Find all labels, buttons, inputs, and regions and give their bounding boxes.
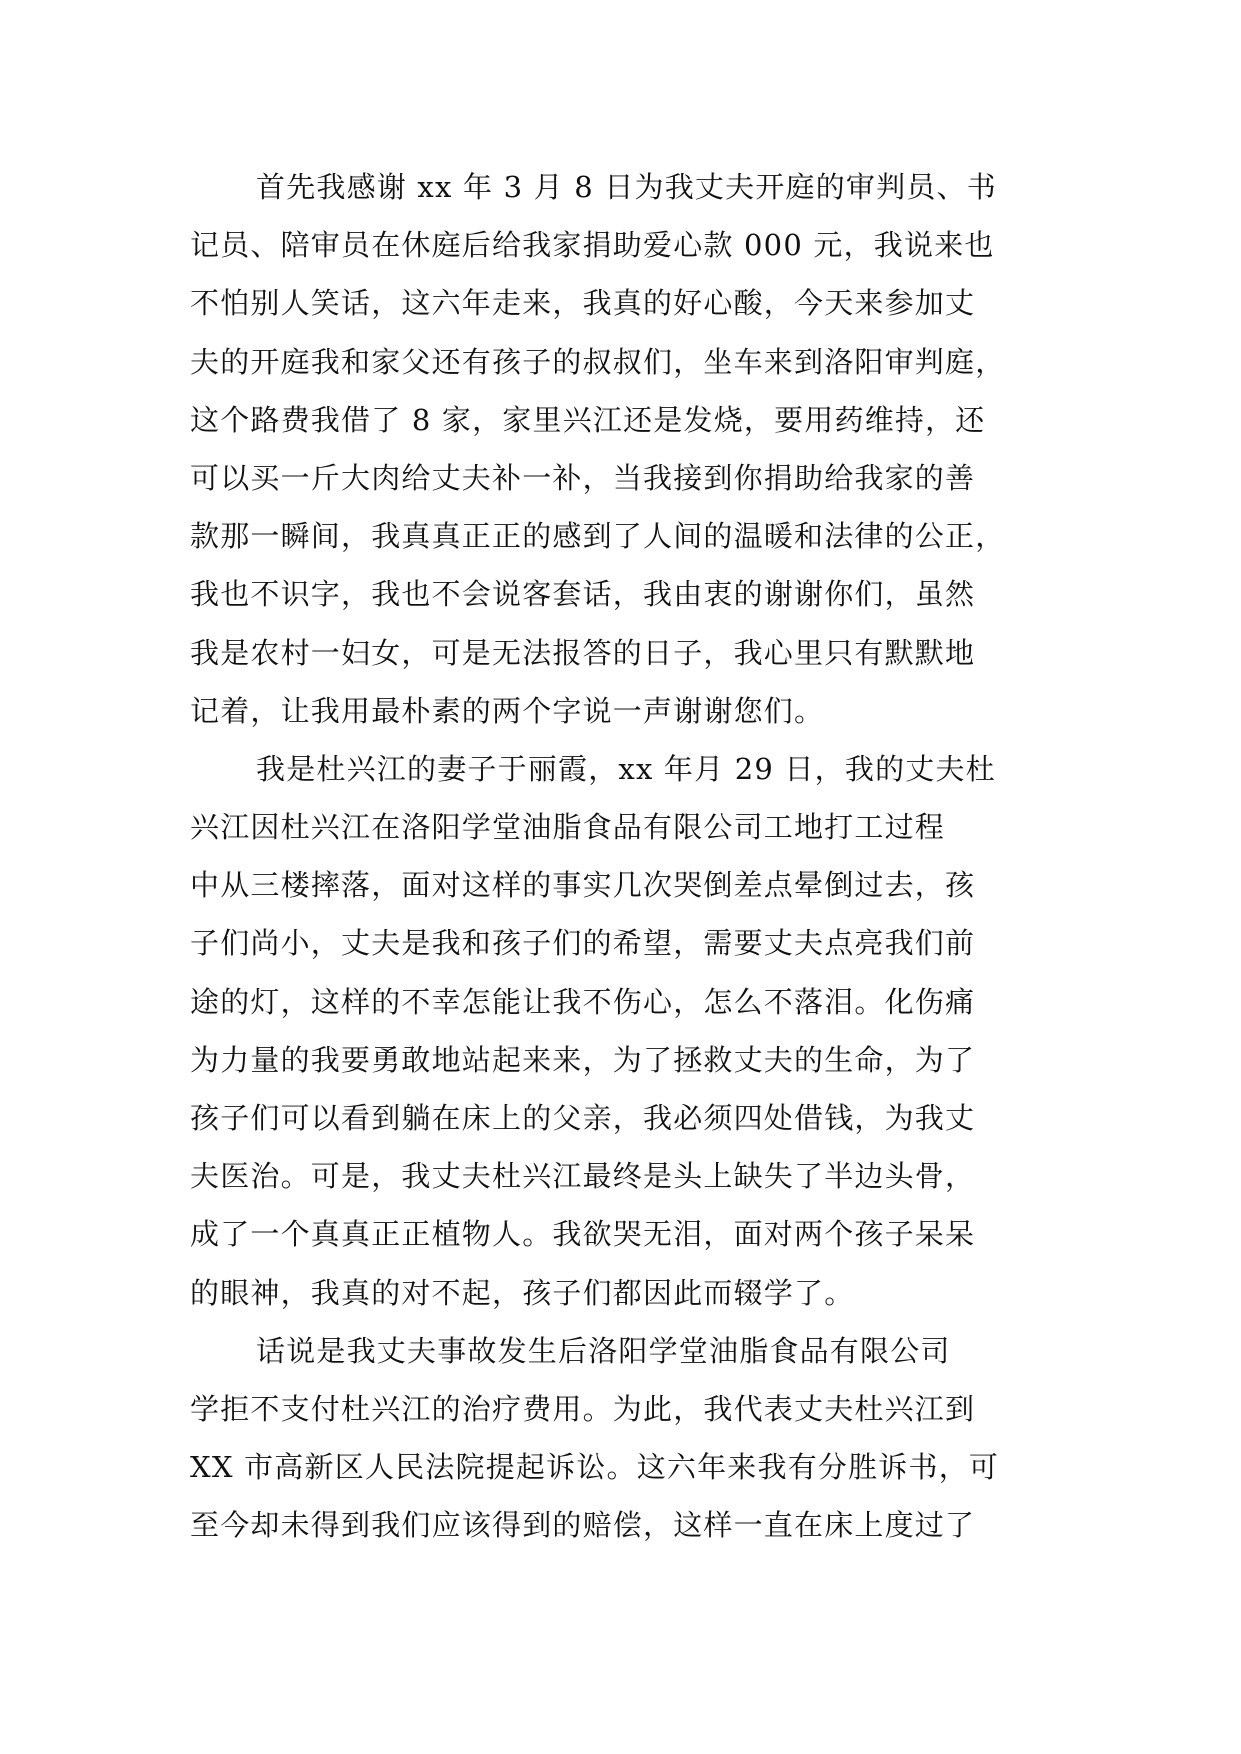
text-line: 至今却未得到我们应该得到的赔偿，这样一直在床上度过了 (190, 1508, 976, 1543)
text-line: 记员、陪审员在休庭后给我家捐助爱心款 000 元，我说来也 (190, 228, 995, 263)
text-line: 子们尚小，丈夫是我和孩子们的希望，需要丈夫点亮我们前 (190, 926, 976, 961)
text-line: 记着，让我用最朴素的两个字说一声谢谢您们。 (190, 693, 825, 728)
paragraph-accident (190, 740, 1050, 1322)
paragraph-lawsuit (190, 1322, 1050, 1555)
text-line: 夫的开庭我和家父还有孩子的叔叔们，坐车来到洛阳审判庭， (190, 344, 1006, 379)
text-line: 我是杜兴江的妻子于丽霞，xx 年月 29 日，我的丈夫杜 (256, 751, 996, 786)
text-line: 首先我感谢 xx 年 3 月 8 日为我丈夫开庭的审判员、书 (256, 170, 997, 204)
text-line: 可以买一斤大肉给丈夫补一补，当我接到你捐助给我家的善 (190, 460, 976, 495)
text-line: 我也不识字，我也不会说客套话，我由衷的谢谢你们，虽然 (190, 577, 976, 612)
text-line: 成了一个真真正正植物人。我欲哭无泪，面对两个孩子呆呆 (190, 1217, 976, 1252)
text-line: 不怕别人笑话，这六年走来，我真的好心酸，今天来参加丈 (190, 286, 976, 321)
text-line: 为力量的我要勇敢地站起来来，为了拯救丈夫的生命，为了 (190, 1042, 976, 1077)
text-line: 款那一瞬间，我真真正正的感到了人间的温暖和法律的公正， (190, 519, 1006, 554)
text-line: 的眼神，我真的对不起，孩子们都因此而辍学了。 (190, 1275, 855, 1310)
text-line: 我是农村一妇女，可是无法报答的日子，我心里只有默默地 (190, 635, 976, 670)
text-line: 夫医治。可是，我丈夫杜兴江最终是头上缺失了半边头骨， (190, 1159, 976, 1194)
text-line: 兴江因杜兴江在洛阳学堂油脂食品有限公司工地打工过程 (190, 810, 946, 845)
text-line: 话说是我丈夫事故发生后洛阳学堂油脂食品有限公司 (256, 1333, 951, 1368)
paragraph-thanks (190, 158, 1050, 740)
text-line: 孩子们可以看到躺在床上的父亲，我必须四处借钱，为我丈 (190, 1101, 976, 1135)
text-line: 中从三楼摔落，面对这样的事实几次哭倒差点晕倒过去，孩 (190, 868, 976, 903)
text-line: XX 市高新区人民法院提起诉讼。这六年来我有分胜诉书，可 (190, 1450, 1000, 1485)
text-line: 这个路费我借了 8 家，家里兴江还是发烧，要用药维持，还 (190, 402, 986, 437)
document-body (190, 158, 1050, 1555)
text-line: 学拒不支付杜兴江的治疗费用。为此，我代表丈夫杜兴江到 (190, 1391, 976, 1426)
text-line: 途的灯，这样的不幸怎能让我不伤心，怎么不落泪。化伤痛 (190, 984, 976, 1019)
